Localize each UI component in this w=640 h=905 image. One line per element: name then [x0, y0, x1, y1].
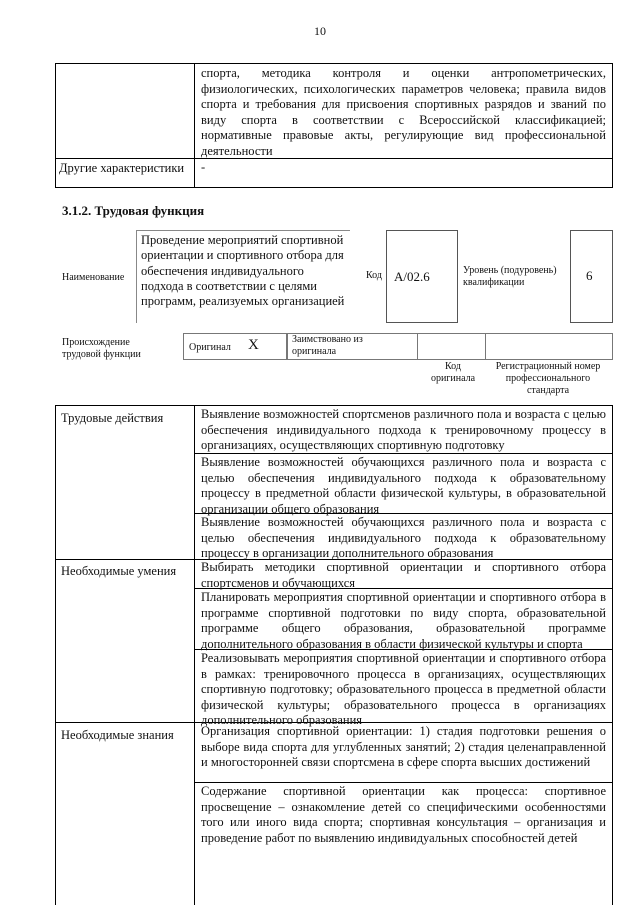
- code-label: Код: [366, 270, 382, 281]
- top-table-label-2: Другие характеристики: [59, 161, 185, 175]
- level-label: Уровень (подуровень) квалификации: [463, 265, 557, 288]
- name-label: Наименование: [62, 272, 125, 283]
- borrowed-label: Заимствовано из оригинала: [292, 334, 363, 357]
- name-value: Проведение мероприятий спортивной ориентации и спортивного отбора для обеспечения индивидуального подхода в соответствии с целями программ, реализуемых организацией: [141, 233, 345, 309]
- origin-label: Происхождение трудовой функции: [62, 337, 141, 360]
- action-item-1: Выявление возможностей спортсменов различного пола и возраста с целью обеспечения индивидуального подхода к тренировочному процессу в организациях, осуществляющих спортивную подготовку: [201, 407, 606, 452]
- group-label-actions: Трудовые действия: [61, 411, 164, 425]
- skill-item-3: Реализовывать мероприятия спортивной ориентации и спортивного отбора в рамках: тренировочного процесса в организациях, осуществляющих спортивную подготовку; образовательного процесса в предметной области физической культуры; образовательного процесса в организациях дополнительного образования: [201, 651, 606, 727]
- reg-number-caption: Регистрационный номер профессионального стандарта: [495, 361, 601, 396]
- knowledge-item-2: Содержание спортивной ориентации как процесса: спортивное просвещение – ознакомление детей со специфическими особенностями того или иного вида спорта; спортивная консультация – организация и проведение работ по выявлению индивидуальных способностей детей: [201, 784, 606, 845]
- knowledge-item-1: Организация спортивной ориентации: 1) стадия подготовки решения о выборе вида спорта для углубленных занятий; 2) стадия целенаправленной и многосторонней связи спортсмена в сфере спорта высших достижений: [201, 724, 606, 769]
- page-number: 10: [314, 24, 326, 38]
- skill-item-1: Выбирать методики спортивной ориентации и спортивного отбора спортсменов и обучающихся: [201, 560, 606, 590]
- code-original-caption: Код оригинала: [430, 361, 476, 384]
- group-label-skills: Необходимые умения: [61, 564, 177, 578]
- section-title: 3.1.2. Трудовая функция: [62, 203, 205, 218]
- skill-item-2: Планировать мероприятия спортивной ориентации и спортивного отбора в программе спортивной подготовки по виду спорта, образовательной программе общего образования, образовательной программе дополнительного образования в области физической культуры и спорта: [201, 590, 606, 651]
- code-value: А/02.6: [394, 269, 430, 284]
- action-item-3: Выявление возможностей обучающихся различного пола и возраста с целью обеспечения индивидуального подхода к образовательному процессу в организации дополнительного образования: [201, 515, 606, 560]
- action-item-2: Выявление возможностей обучающихся различного пола и возраста с целью обеспечения индивидуального подхода к образовательному процессу в предметной области физической культуры, в образовательной организации общего образования: [201, 455, 606, 516]
- original-mark: X: [248, 337, 259, 353]
- top-table-text-1: спорта, методика контроля и оценки антропометрических, физиологических, психологических параметров человека; правила видов спорта и требования для присвоения спортивных разрядов и званий по виду спорта в соответствии с Всероссийской классификацией; нормативные правовые акты, регулирующие вид профессиональной деятельности: [201, 66, 606, 158]
- level-value: 6: [586, 268, 593, 283]
- original-label: Оригинал: [189, 342, 231, 353]
- group-label-knowledge: Необходимые знания: [61, 728, 174, 742]
- top-table-text-2: -: [201, 160, 206, 174]
